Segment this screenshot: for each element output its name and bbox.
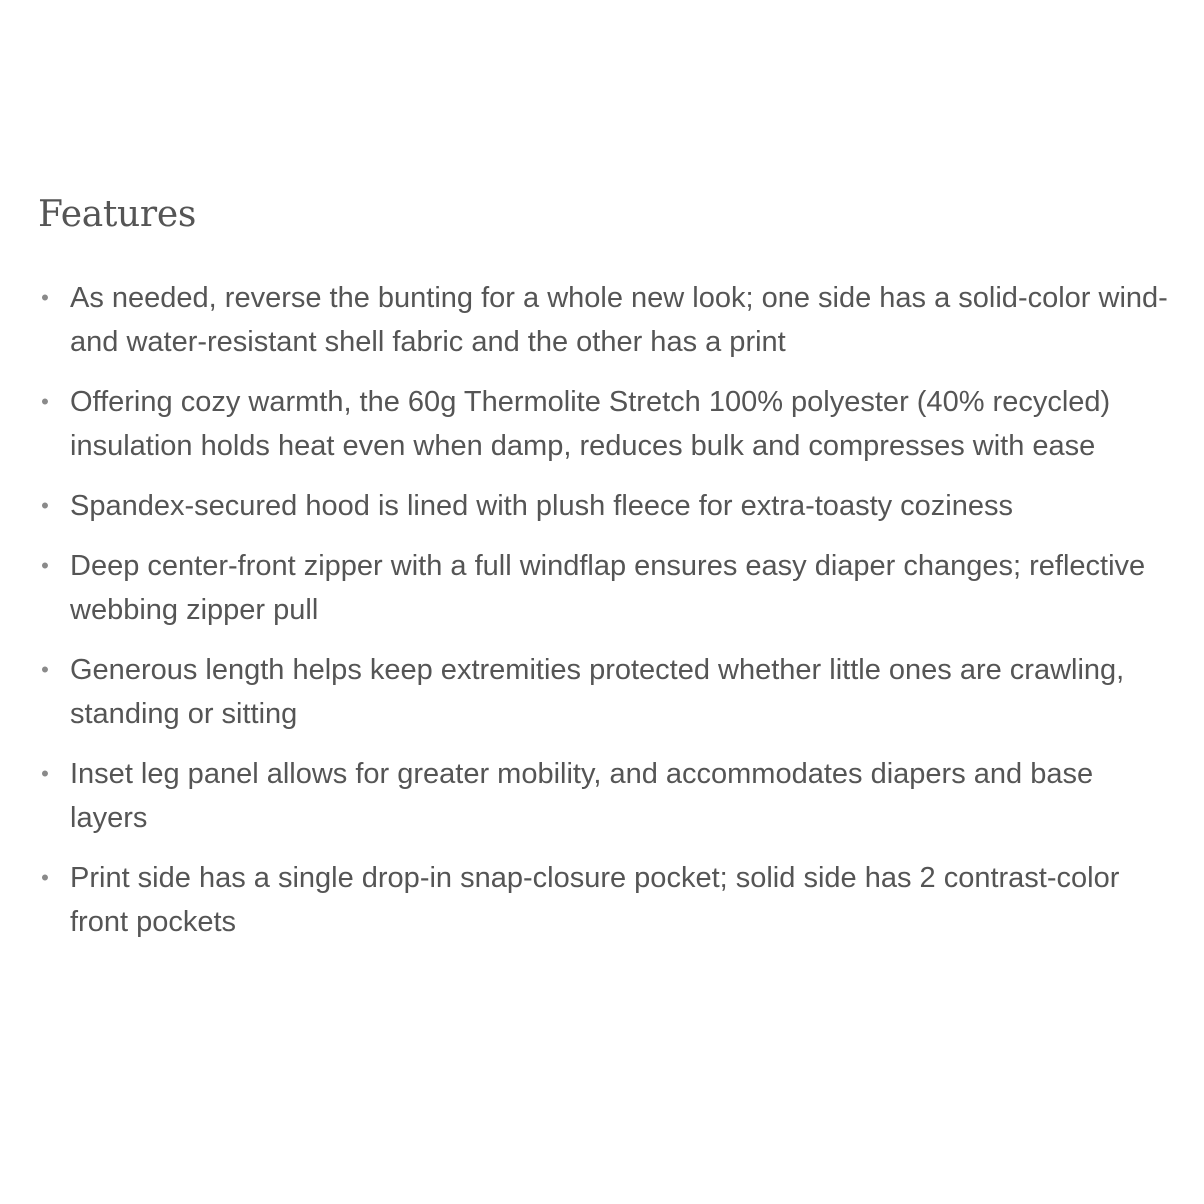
features-section xyxy=(38,190,1178,960)
feature-text: Print side has a single drop-in snap-closure pocket; solid side has 2 contrast-color front pockets xyxy=(70,862,1120,938)
list-item xyxy=(38,544,1178,632)
feature-text: Generous length helps keep extremities protected whether little ones are crawling, standing or sitting xyxy=(70,654,1125,730)
bullet-icon: • xyxy=(41,493,49,518)
list-item xyxy=(38,484,1178,528)
list-item xyxy=(38,276,1178,364)
features-list xyxy=(38,276,1178,944)
bullet-icon: • xyxy=(41,285,49,310)
list-item xyxy=(38,380,1178,468)
list-item xyxy=(38,856,1178,944)
bullet-icon: • xyxy=(41,657,49,682)
bullet-icon: • xyxy=(41,553,49,578)
bullet-icon: • xyxy=(41,865,49,890)
bullet-icon: • xyxy=(41,761,49,786)
list-item xyxy=(38,648,1178,736)
feature-text: Offering cozy warmth, the 60g Thermolite Stretch 100% polyester (40% recycled) insulation holds heat even when damp, reduces bulk and compresses with ease xyxy=(70,386,1111,462)
feature-text: Inset leg panel allows for greater mobility, and accommodates diapers and base layers xyxy=(70,758,1094,834)
feature-text: Deep center-front zipper with a full windflap ensures easy diaper changes; reflective webbing zipper pull xyxy=(70,550,1146,626)
feature-text: As needed, reverse the bunting for a whole new look; one side has a solid-color wind- and water-resistant shell fabric and the other has a print xyxy=(70,282,1168,358)
feature-text: Spandex-secured hood is lined with plush fleece for extra-toasty coziness xyxy=(70,490,1014,522)
bullet-icon: • xyxy=(41,389,49,414)
list-item xyxy=(38,752,1178,840)
section-title: Features xyxy=(38,194,197,235)
